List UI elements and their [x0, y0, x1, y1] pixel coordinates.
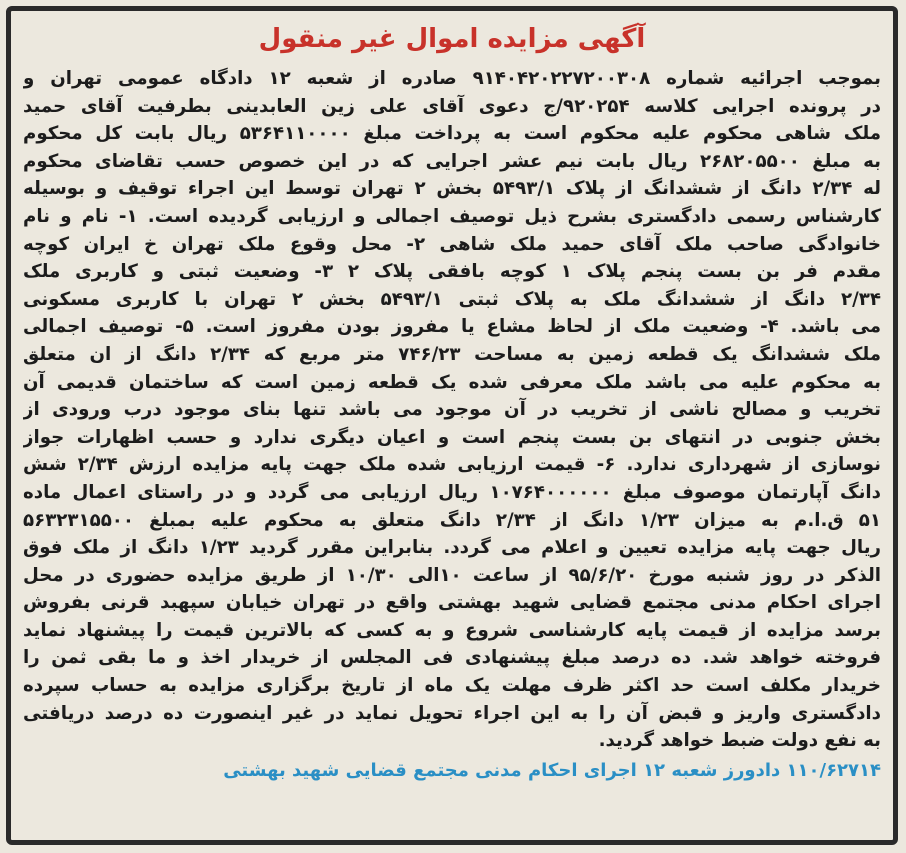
notice-line: دانگ آپارتمان موصوف مبلغ ۱۰۷۶۴۰۰۰۰۰۰ ریال ارزیابی می گردد و در راستای اعمال ماده [23, 481, 881, 503]
notice-line: مقدم فر بن بست پنجم پلاک ۱ کوچه بافقی پلاک ۲ ۳- وضعیت ثبتی و کاربری ملک [23, 261, 881, 283]
notice-line: بموجب اجرائیه شماره ۹۱۴۰۴۲۰۲۲۷۲۰۰۳۰۸ صادره از شعبه ۱۲ دادگاه عمومی تهران و [23, 68, 881, 89]
notice-line: می باشد. ۴- وضعیت ملک از لحاظ مشاع یا مفروز بودن مفروز است. ۵- توصیف اجمالی [23, 316, 881, 338]
notice-line: ملک شاهی محکوم علیه محکوم است به پرداخت مبلغ ۵۳۶۴۱۱۰۰۰۰ ریال بابت کل محکوم [23, 123, 881, 145]
notice-line: ۲/۳۴ دانگ از ششدانگ ملک به پلاک ثبتی ۵۴۹۳/۱ بخش ۲ تهران با کاربری مسکونی [23, 288, 881, 310]
notice-frame [6, 6, 898, 845]
notice-line: در پرونده اجرایی کلاسه ۹۲۰۲۵۴/ج دعوی آقای علی زین العابدینی بطرفیت آقای حمید [23, 95, 881, 117]
notice-line: اجرای احکام مدنی مجتمع قضایی شهید بهشتی واقع در تهران خیابان سپهبد قرنی بفروش [23, 592, 881, 614]
notice-line: دادگستری واریز و قبض آن را به این اجراء تحویل نماید در غیر اینصورت ده درصد دریافتی [23, 702, 881, 724]
notice-line: ریال جهت پایه مزایده تعیین و اعلام می گردد. بنابراین مقرر گردید ۱/۲۳ دانگ از ملک فوق [23, 537, 881, 559]
notice-line: تخریب و مصالح ناشی از تخریب در آن موجود می باشد تنها بنای موجود درب ورودی از [23, 399, 881, 421]
notice-line: به نفع دولت ضبط خواهد گردید. [598, 730, 881, 752]
notice-line: کارشناس رسمی دادگستری بشرح ذیل توصیف اجمالی و ارزیابی گردیده است. ۱- نام و نام [23, 205, 881, 227]
notice-line: خانوادگی صاحب ملک آقای حمید ملک شاهی ۲- محل وقوع ملک تهران خ ایران کوچه [23, 233, 881, 255]
notice-line: نوسازی از شهرداری ندارد. ۶- قیمت ارزیابی شده ملک جهت پایه مزایده ارزش ۲/۳۴ شش [23, 454, 881, 476]
notice-body [23, 65, 881, 755]
notice-title: آگهی مزایده اموال غیر منقول [258, 24, 646, 54]
notice-line: فروخته خواهد شد. ده درصد مبلغ پیشنهادی فی المجلس از خریدار اخذ و ما بقی ثمن را [23, 647, 881, 669]
notice-line: خریدار مکلف است حد اکثر ظرف مهلت یک ماه از تاریخ برگزاری مزایده به حساب سپرده [23, 675, 881, 697]
notice-line: برسد مزایده از قیمت پایه کارشناسی شروع و به کسی که بالاترین قیمت را پیشنهاد نماید [23, 619, 881, 641]
notice-footer: ۱۱۰/۶۲۷۱۴ دادورز شعبه ۱۲ اجرای احکام مدنی مجتمع قضایی شهید بهشتی [223, 759, 881, 781]
notice-line: له ۲/۳۴ دانگ از ششدانگ از پلاک ۵۴۹۳/۱ بخش ۲ تهران توسط این اجراء توقیف و بوسیله [23, 178, 881, 200]
notice-line: بخش جنوبی در انتهای بن بست پنجم است و اعیان دیگری ندارد و حسب اظهارات جواز [23, 426, 881, 448]
notice-line: به مبلغ ۲۶۸۲۰۵۵۰۰ ریال بابت نیم عشر اجرایی که در این خصوص حسب تقاضای محکوم [23, 150, 881, 172]
notice-line: به محکوم علیه می باشد ملک معرفی شده یک قطعه زمین است که ساختمان قدیمی آن [23, 371, 881, 393]
notice-line: ۵۱ ق.ا.م به میزان ۱/۲۳ دانگ از ۲/۳۴ دانگ متعلق به محکوم علیه بمبلغ ۵۶۳۲۳۱۵۵۰۰ [23, 509, 881, 531]
notice-line: الذکر در روز شنبه مورخ ۹۵/۶/۲۰ از ساعت ۱۰الی ۱۰/۳۰ از طریق مزایده حضوری در محل [23, 564, 881, 586]
notice-line: ملک ششدانگ یک قطعه زمین به مساحت ۷۴۶/۲۳ متر مربع که ۲/۳۴ دانگ از ان متعلق [23, 343, 881, 365]
